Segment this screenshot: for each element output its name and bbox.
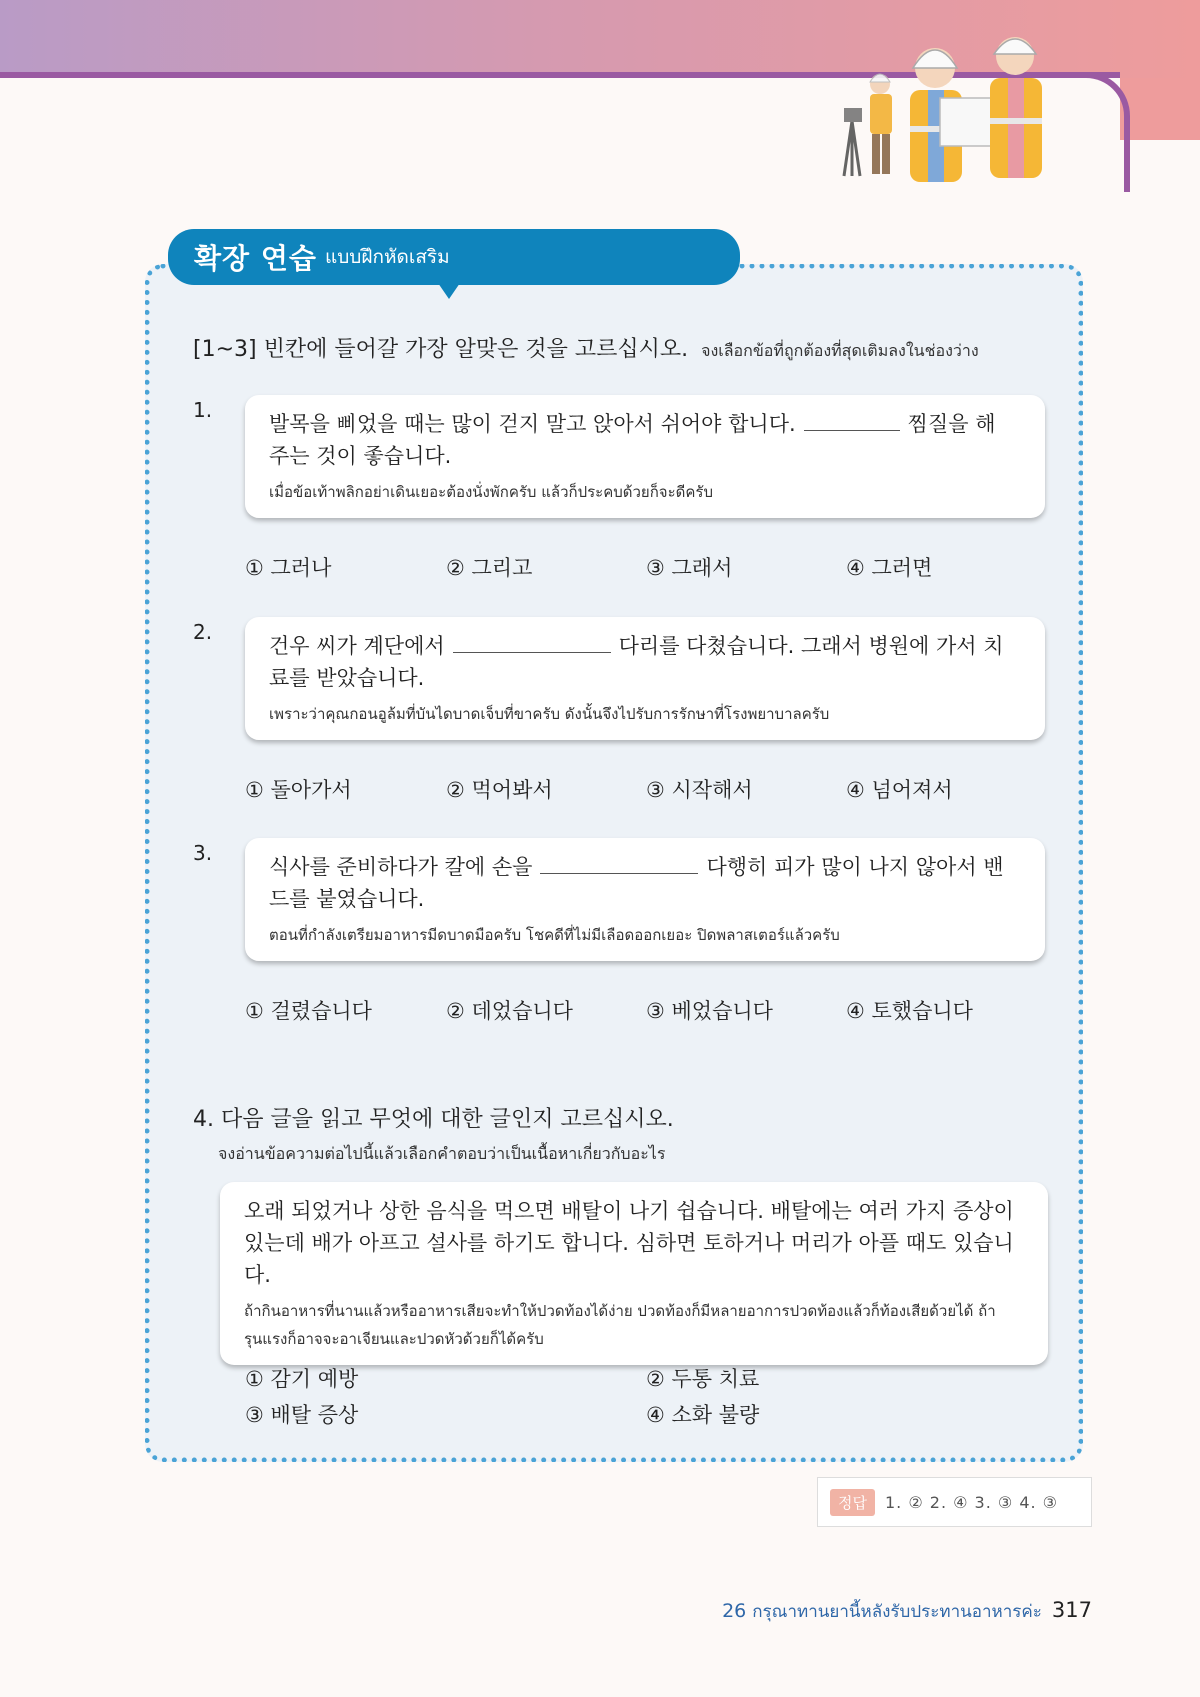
answer-key (817, 1477, 1092, 1527)
chapter-title: กรุณาทานยานี้หลังรับประทานอาหารค่ะ (752, 1602, 1042, 1622)
question-text-after: 다리를 다쳤습니다. 그래서 병원에 가서 치료를 받았습니다. (269, 634, 1004, 690)
chapter-number: 26 (722, 1600, 747, 1622)
question-text-thai: เมื่อข้อเท้าพลิกอย่าเดินเยอะต้องนั่งพักครับ แล้วก็ประคบด้วยก็จะดีครับ (269, 483, 714, 501)
option[interactable]: ④ 넘어져서 (846, 778, 953, 802)
option[interactable]: ① 그러나 (245, 556, 332, 580)
question-text-before: 식사를 준비하다가 칼에 손을 (269, 855, 533, 879)
corner-pink-block (1120, 78, 1200, 140)
question-text-before: 발목을 삐었을 때는 많이 걷지 말고 앉아서 쉬어야 합니다. (269, 412, 796, 436)
section-header-tab (168, 229, 740, 285)
instruction-korean: [1~3] 빈칸에 들어갈 가장 알맞은 것을 고르십시오. (193, 337, 689, 362)
answer-blank (540, 855, 698, 874)
question-text-korean (269, 408, 1021, 472)
surveyor-figure (844, 74, 892, 176)
option[interactable]: ③ 베었습니다 (646, 999, 773, 1023)
option[interactable]: ④ 토했습니다 (846, 999, 973, 1023)
question-4-passage-box (220, 1182, 1048, 1365)
option[interactable]: ③ 시작해서 (646, 778, 753, 802)
option[interactable]: ② 그리고 (446, 556, 533, 580)
question-text-before: 건우 씨가 계단에서 (269, 634, 445, 658)
page-footer (722, 1598, 1092, 1625)
question-text-korean (269, 630, 1021, 694)
option[interactable]: ① 걸렸습니다 (245, 999, 372, 1023)
section-title-thai: แบบฝึกหัดเสริม (324, 246, 450, 268)
answer-blank (453, 634, 611, 653)
question-4-title-thai: จงอ่านข้อความต่อไปนี้แล้วเลือกคำตอบว่าเป็นเนื้อหาเกี่ยวกับอะไร (218, 1144, 666, 1163)
construction-workers-illustration (840, 26, 1080, 186)
option[interactable]: ① 돌아가서 (245, 778, 352, 802)
option[interactable]: ③ 그래서 (646, 556, 733, 580)
question-box-1 (245, 395, 1045, 518)
option[interactable]: ① 감기 예방 (245, 1367, 359, 1391)
question-box-2 (245, 617, 1045, 740)
answer-blank (804, 412, 900, 431)
question-text-after: 다행히 피가 많이 나지 않아서 밴드를 붙였습니다. (269, 855, 1004, 911)
option[interactable]: ④ 그러면 (846, 556, 933, 580)
question-text-after: 찜질을 해 주는 것이 좋습니다. (269, 412, 996, 468)
worker-right-figure (990, 37, 1042, 178)
option[interactable]: ② 먹어봐서 (446, 778, 553, 802)
question-box-3 (245, 838, 1045, 961)
section-title-korean: 확장 연습 (194, 242, 317, 275)
passage-thai: ถ้ากินอาหารที่นานแล้วหรืออาหารเสียจะทำให้ปวดท้องได้ง่าย ปวดท้องก็มีหลายอาการปวดท้องแล้วก็ท้องเสียด้วยได้ ถ้ารุนแรงก็อาจจะอาเจียนและปวดหัวด้วยก็ได้ครับ (244, 1302, 996, 1348)
answer-key-label: 정답 (830, 1489, 875, 1516)
instruction-thai: จงเลือกข้อที่ถูกต้องที่สุดเติมลงในช่องว่าง (701, 341, 979, 360)
answer-key-text: 1. ② 2. ④ 3. ③ 4. ③ (884, 1492, 1059, 1512)
option[interactable]: ③ 배탈 증상 (245, 1403, 359, 1427)
passage-korean: 오래 되었거나 상한 음식을 먹으면 배탈이 나기 쉽습니다. 배탈에는 여러 가지 증상이 있는데 배가 아프고 설사를 하기도 합니다. 심하면 토하거나 머리가 아플 때도 있습니다. (244, 1199, 1014, 1287)
header-pointer (438, 283, 460, 299)
instruction (193, 332, 979, 364)
question-number: 2. (193, 620, 213, 644)
question-number: 3. (193, 841, 213, 865)
question-text-thai: เพราะว่าคุณกอนอูล้มที่บันไดบาดเจ็บที่ขาครับ ดังนั้นจึงไปรับการรักษาที่โรงพยาบาลครับ (269, 705, 830, 723)
option[interactable]: ② 데었습니다 (446, 999, 573, 1023)
option[interactable]: ② 두통 치료 (646, 1367, 760, 1391)
question-text-korean (269, 851, 1021, 915)
page-number: 317 (1051, 1598, 1092, 1622)
question-number: 1. (193, 398, 213, 422)
question-text-thai: ตอนที่กำลังเตรียมอาหารมีดบาดมือครับ โชคดีที่ไม่มีเลือดออกเยอะ ปิดพลาสเตอร์แล้วครับ (269, 926, 840, 944)
question-4-title: 4. 다음 글을 읽고 무엇에 대한 글인지 고르십시오. (193, 1107, 674, 1132)
option[interactable]: ④ 소화 불량 (646, 1403, 760, 1427)
